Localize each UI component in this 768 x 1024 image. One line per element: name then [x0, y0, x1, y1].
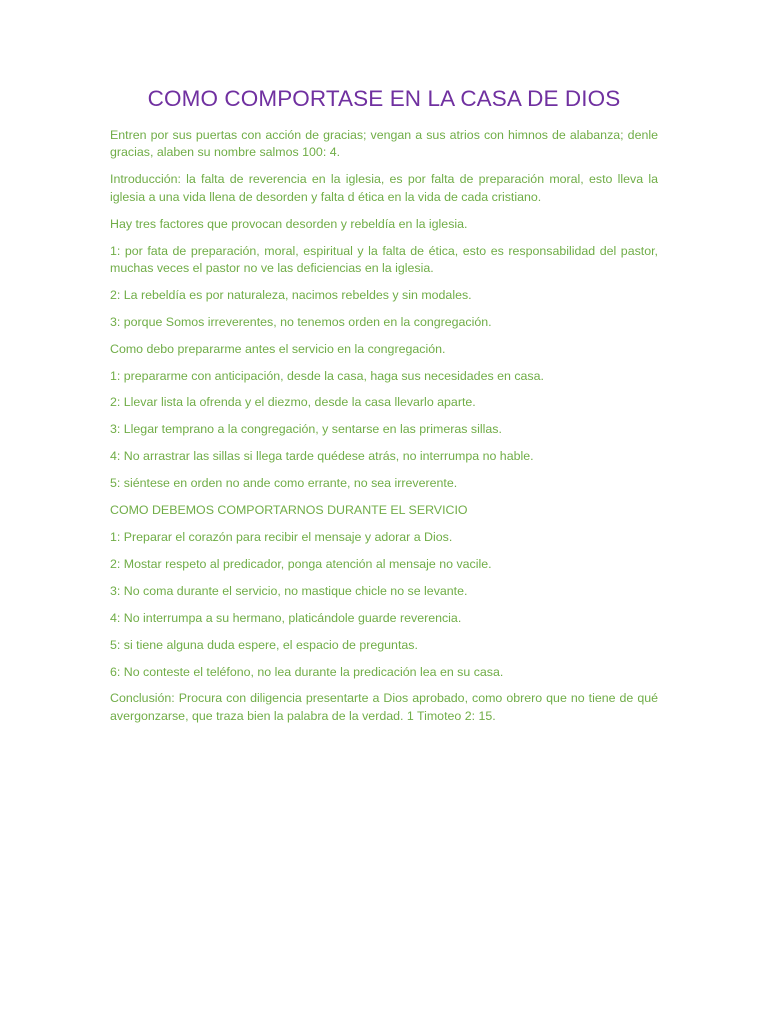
paragraph-factor-3: 3: porque Somos irreverentes, no tenemos orden en la congregación. [110, 314, 492, 329]
paragraph-service-heading: COMO DEBEMOS COMPORTARNOS DURANTE EL SERVICIO [110, 503, 468, 518]
paragraph-service-4: 4: No interrumpa a su hermano, platicándole guarde reverencia. [110, 610, 462, 625]
paragraph-preparation-2: 2: Llevar lista la ofrenda y el diezmo, desde la casa llevarlo aparte. [110, 395, 476, 410]
paragraph-preparation-heading: Como debo prepararme antes el servicio en la congregación. [110, 341, 446, 356]
page-title: COMO COMPORTASE EN LA CASA DE DIOS [147, 86, 621, 111]
paragraph-conclusion: Conclusión: Procura con diligencia presentarte a Dios aprobado, como obrero que no tiene de qué avergonzarse, que traza bien la palabra de la verdad. 1 Timoteo 2: 15. [110, 691, 658, 723]
paragraph-factor-1: 1: por fata de preparación, moral, espiritual y la falta de ética, esto es responsabilidad del pastor, muchas veces el pastor no ve las deficiencias en la iglesia. [110, 243, 658, 275]
document-body [110, 127, 658, 735]
paragraph-preparation-3: 3: Llegar temprano a la congregación, y sentarse en las primeras sillas. [110, 422, 502, 437]
paragraph-intro-verse: Entren por sus puertas con acción de gracias; vengan a sus atrios con himnos de alabanza; denle gracias, alaben su nombre salmos 100: 4. [110, 128, 658, 160]
paragraph-factors-heading: Hay tres factores que provocan desorden y rebeldía en la iglesia. [110, 216, 468, 231]
paragraph-introduction: Introducción: la falta de reverencia en la iglesia, es por falta de preparación moral, esto lleva la iglesia a una vida llena de desorden y falta d ética en la vida de cada cristiano. [110, 172, 658, 204]
paragraph-service-2: 2: Mostar respeto al predicador, ponga atención al mensaje no vacile. [110, 556, 492, 571]
paragraph-service-3: 3: No coma durante el servicio, no mastique chicle no se levante. [110, 583, 468, 598]
paragraph-service-1: 1: Preparar el corazón para recibir el mensaje y adorar a Dios. [110, 530, 453, 544]
paragraph-preparation-4: 4: No arrastrar las sillas si llega tarde quédese atrás, no interrumpa no hable. [110, 449, 534, 464]
paragraph-factor-2: 2: La rebeldía es por naturaleza, nacimos rebeldes y sin modales. [110, 287, 472, 302]
paragraph-service-6: 6: No conteste el teléfono, no lea durante la predicación lea en su casa. [110, 664, 504, 679]
paragraph-preparation-1: 1: prepararme con anticipación, desde la casa, haga sus necesidades en casa. [110, 368, 544, 383]
paragraph-preparation-5: 5: siéntese en orden no ande como errante, no sea irreverente. [110, 476, 458, 491]
paragraph-service-5: 5: si tiene alguna duda espere, el espacio de preguntas. [110, 637, 418, 652]
